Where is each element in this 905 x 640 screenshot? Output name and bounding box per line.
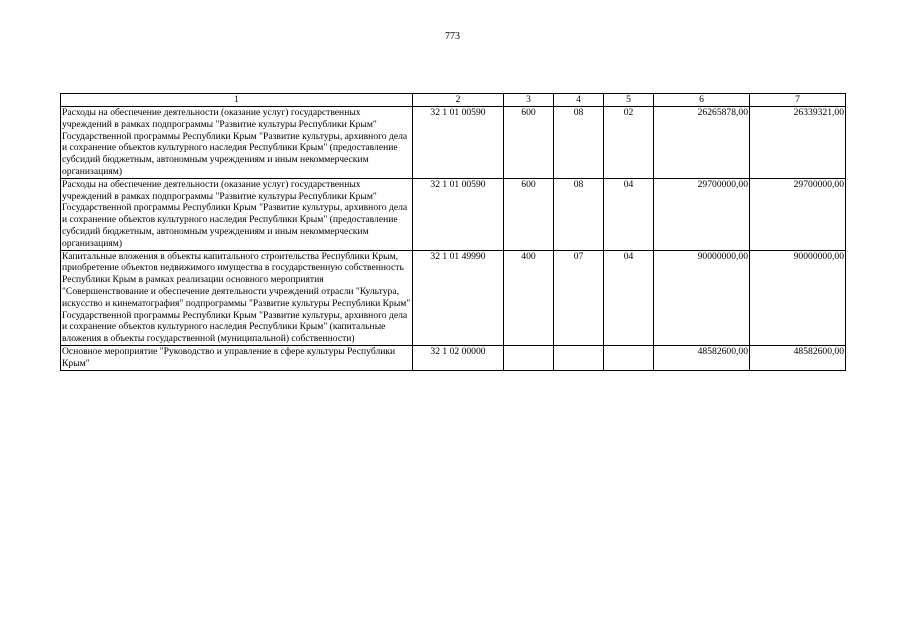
row-description: Расходы на обеспечение деятельности (оказание услуг) государственных учреждений в рамках подпрограммы "Развитие культуры Республики Крым" Государственной программы Республики Крым "Развитие культуры, архивного дела и сохранение объектов культурного наследия Республики Крым" (предоставление субсидий бюджетным, автономным учреждениям и иным некоммерческим организациям): [61, 178, 413, 250]
row-amount-col7: 48582600,00: [750, 345, 846, 370]
row-expense-type: 400: [504, 250, 554, 345]
row-target-code: 32 1 01 00590: [413, 178, 504, 250]
page-number: 773: [445, 31, 460, 42]
row-subsection: 02: [604, 107, 654, 179]
table-row: [61, 250, 846, 345]
row-amount-col6: 29700000,00: [654, 178, 750, 250]
header-col-4: 4: [554, 94, 604, 107]
row-subsection: 04: [604, 178, 654, 250]
row-section: 08: [554, 107, 604, 179]
row-description: Капитальные вложения в объекты капитального строительства Республики Крым, приобретение объектов недвижимого имущества в государственную собственность Республики Крым в рамках реализации основного мероприятия "Совершенствование и обеспечение деятельности учреждений отрасли "Культура, искусство и кинематография" подпрограммы "Развитие культуры Республики Крым" Государственной программы Республики Крым "Развитие культуры, архивного дела и сохранение объектов культурного наследия Республики Крым" (капитальные вложения в объекты государственной (муниципальной) собственности): [61, 250, 413, 345]
row-subsection: [604, 345, 654, 370]
table-row: [61, 107, 846, 179]
row-target-code: 32 1 02 00000: [413, 345, 504, 370]
header-col-1: 1: [61, 94, 413, 107]
table-row: [61, 345, 846, 370]
row-expense-type: 600: [504, 178, 554, 250]
header-col-6: 6: [654, 94, 750, 107]
row-target-code: 32 1 01 00590: [413, 107, 504, 179]
header-col-2: 2: [413, 94, 504, 107]
row-amount-col7: 29700000,00: [750, 178, 846, 250]
budget-table: [60, 93, 846, 371]
row-amount-col6: 48582600,00: [654, 345, 750, 370]
row-amount-col7: 90000000,00: [750, 250, 846, 345]
header-col-3: 3: [504, 94, 554, 107]
row-subsection: 04: [604, 250, 654, 345]
row-expense-type: 600: [504, 107, 554, 179]
row-section: 08: [554, 178, 604, 250]
header-col-7: 7: [750, 94, 846, 107]
table-header-row: [61, 94, 846, 107]
table-row: [61, 178, 846, 250]
row-target-code: 32 1 01 49990: [413, 250, 504, 345]
header-col-5: 5: [604, 94, 654, 107]
row-description: Основное мероприятие "Руководство и управление в сфере культуры Республики Крым": [61, 345, 413, 370]
row-amount-col6: 26265878,00: [654, 107, 750, 179]
row-description: Расходы на обеспечение деятельности (оказание услуг) государственных учреждений в рамках подпрограммы "Развитие культуры Республики Крым" Государственной программы Республики Крым "Развитие культуры, архивного дела и сохранение объектов культурного наследия Республики Крым" (предоставление субсидий бюджетным, автономным учреждениям и иным некоммерческим организациям): [61, 107, 413, 179]
row-section: [554, 345, 604, 370]
row-amount-col6: 90000000,00: [654, 250, 750, 345]
row-expense-type: [504, 345, 554, 370]
row-section: 07: [554, 250, 604, 345]
row-amount-col7: 26339321,00: [750, 107, 846, 179]
